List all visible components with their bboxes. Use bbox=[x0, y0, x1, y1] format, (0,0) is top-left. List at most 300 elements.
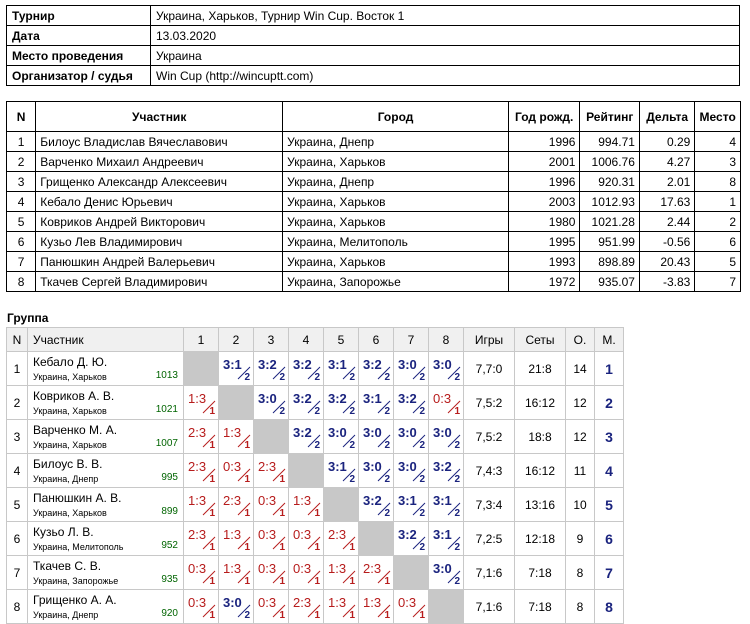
cell-city: Украина, Мелитополь bbox=[283, 232, 509, 252]
match-score: 1:3 bbox=[188, 493, 207, 508]
group-cell-place: 1 bbox=[595, 352, 624, 386]
cell-rating: 898.89 bbox=[580, 252, 639, 272]
info-key: Место проведения bbox=[7, 46, 151, 66]
match-score: 3:0 bbox=[398, 425, 417, 440]
group-cell-sets: 18:8 bbox=[515, 420, 566, 454]
match-points: 1 bbox=[209, 508, 215, 519]
match-result-cell bbox=[254, 488, 289, 522]
match-score: 3:0 bbox=[328, 425, 347, 440]
group-cross-table bbox=[6, 327, 624, 624]
match-points: 2 bbox=[454, 508, 460, 519]
group-cell-points: 12 bbox=[566, 420, 595, 454]
cell-city: Украина, Днепр bbox=[283, 132, 509, 152]
group-row bbox=[7, 522, 624, 556]
cell-delta: 20.43 bbox=[639, 252, 694, 272]
match-result-cell bbox=[324, 420, 359, 454]
match-result-cell bbox=[359, 352, 394, 386]
group-cell-sets: 7:18 bbox=[515, 556, 566, 590]
match-score: 3:2 bbox=[398, 391, 417, 406]
group-cell-player bbox=[28, 454, 184, 488]
cell-participant: Кузьо Лев Владимирович bbox=[36, 232, 283, 252]
cell-rating: 994.71 bbox=[580, 132, 639, 152]
match-points: 2 bbox=[454, 372, 460, 383]
match-result-cell bbox=[184, 590, 219, 624]
group-cell-sets: 16:12 bbox=[515, 386, 566, 420]
group-col-header: 1 bbox=[184, 328, 219, 352]
match-score: 0:3 bbox=[258, 561, 277, 576]
group-col-header: 6 bbox=[359, 328, 394, 352]
match-points: 2 bbox=[314, 440, 320, 451]
group-header-row bbox=[7, 328, 624, 352]
player-city: Украина, Харьков bbox=[33, 440, 107, 450]
participant-row bbox=[7, 252, 741, 272]
cell-city: Украина, Запорожье bbox=[283, 272, 509, 292]
group-cell-n: 6 bbox=[7, 522, 28, 556]
group-cell-points: 8 bbox=[566, 590, 595, 624]
match-score: 0:3 bbox=[258, 595, 277, 610]
match-result-cell bbox=[359, 454, 394, 488]
cell-rating: 920.31 bbox=[580, 172, 639, 192]
player-city: Украина, Харьков bbox=[33, 406, 107, 416]
group-cell-place: 3 bbox=[595, 420, 624, 454]
match-points: 2 bbox=[349, 474, 355, 485]
col-header-place: Место bbox=[695, 102, 741, 132]
match-score: 3:2 bbox=[293, 357, 312, 372]
match-result-cell bbox=[394, 420, 429, 454]
info-value: Украина, Харьков, Турнир Win Cup. Восток 1 bbox=[151, 6, 740, 26]
group-cell-sets: 16:12 bbox=[515, 454, 566, 488]
group-cell-n: 5 bbox=[7, 488, 28, 522]
cell-birth-year: 1993 bbox=[508, 252, 580, 272]
match-result-cell bbox=[219, 454, 254, 488]
match-points: 2 bbox=[419, 440, 425, 451]
match-score: 1:3 bbox=[223, 527, 242, 542]
cell-birth-year: 2001 bbox=[508, 152, 580, 172]
group-cell-player bbox=[28, 590, 184, 624]
group-cell-points: 10 bbox=[566, 488, 595, 522]
self-match-cell bbox=[429, 590, 464, 624]
match-points: 1 bbox=[279, 474, 285, 485]
player-name: Кузьо Л. В. bbox=[33, 525, 94, 539]
match-points: 2 bbox=[384, 372, 390, 383]
match-points: 2 bbox=[454, 474, 460, 485]
group-cell-sets: 13:16 bbox=[515, 488, 566, 522]
match-score: 3:0 bbox=[433, 357, 452, 372]
match-result-cell bbox=[289, 590, 324, 624]
group-cell-sets: 21:8 bbox=[515, 352, 566, 386]
match-points: 1 bbox=[454, 406, 460, 417]
col-header-birth-year: Год рожд. bbox=[508, 102, 580, 132]
match-score: 3:0 bbox=[258, 391, 277, 406]
match-score: 3:1 bbox=[223, 357, 242, 372]
cell-rating: 951.99 bbox=[580, 232, 639, 252]
match-score: 2:3 bbox=[293, 595, 312, 610]
match-result-cell bbox=[394, 386, 429, 420]
match-points: 2 bbox=[454, 440, 460, 451]
match-points: 1 bbox=[279, 576, 285, 587]
group-cell-place: 6 bbox=[595, 522, 624, 556]
match-score: 3:2 bbox=[398, 527, 417, 542]
cell-participant: Ткачев Сергей Владимирович bbox=[36, 272, 283, 292]
group-col-header: Участник bbox=[28, 328, 184, 352]
cell-rating: 1006.76 bbox=[580, 152, 639, 172]
match-result-cell bbox=[254, 522, 289, 556]
match-points: 2 bbox=[384, 508, 390, 519]
match-result-cell bbox=[289, 556, 324, 590]
match-score: 3:1 bbox=[363, 391, 382, 406]
match-result-cell bbox=[219, 420, 254, 454]
player-city: Украина, Харьков bbox=[33, 372, 107, 382]
cell-birth-year: 1972 bbox=[508, 272, 580, 292]
match-points: 2 bbox=[384, 474, 390, 485]
match-result-cell bbox=[359, 590, 394, 624]
match-points: 2 bbox=[384, 440, 390, 451]
col-header-n: N bbox=[7, 102, 36, 132]
match-score: 3:1 bbox=[398, 493, 417, 508]
group-cell-games: 7,3:4 bbox=[464, 488, 515, 522]
match-score: 0:3 bbox=[188, 561, 207, 576]
cell-rating: 1021.28 bbox=[580, 212, 639, 232]
info-row-date bbox=[7, 26, 740, 46]
match-points: 2 bbox=[419, 508, 425, 519]
match-points: 1 bbox=[279, 508, 285, 519]
participant-row bbox=[7, 152, 741, 172]
group-col-header: 4 bbox=[289, 328, 324, 352]
match-score: 0:3 bbox=[223, 459, 242, 474]
self-match-cell bbox=[394, 556, 429, 590]
match-score: 3:1 bbox=[433, 493, 452, 508]
group-row bbox=[7, 420, 624, 454]
match-points: 1 bbox=[279, 542, 285, 553]
match-points: 1 bbox=[209, 576, 215, 587]
player-rating: 899 bbox=[161, 506, 178, 517]
cell-delta: 17.63 bbox=[639, 192, 694, 212]
match-result-cell bbox=[429, 420, 464, 454]
group-col-header: N bbox=[7, 328, 28, 352]
match-score: 2:3 bbox=[363, 561, 382, 576]
match-result-cell bbox=[254, 454, 289, 488]
group-cell-n: 2 bbox=[7, 386, 28, 420]
match-result-cell bbox=[184, 386, 219, 420]
match-score: 1:3 bbox=[293, 493, 312, 508]
group-cell-games: 7,2:5 bbox=[464, 522, 515, 556]
info-key: Организатор / судья bbox=[7, 66, 151, 86]
match-points: 1 bbox=[209, 440, 215, 451]
player-rating: 1013 bbox=[155, 370, 178, 381]
match-score: 0:3 bbox=[258, 493, 277, 508]
group-cell-player bbox=[28, 488, 184, 522]
cell-delta: -0.56 bbox=[639, 232, 694, 252]
player-rating: 952 bbox=[161, 540, 178, 551]
match-score: 3:0 bbox=[398, 357, 417, 372]
match-points: 1 bbox=[244, 576, 250, 587]
self-match-cell bbox=[184, 352, 219, 386]
self-match-cell bbox=[254, 420, 289, 454]
cell-rating: 935.07 bbox=[580, 272, 639, 292]
player-name: Ковриков А. В. bbox=[33, 389, 115, 403]
match-result-cell bbox=[359, 420, 394, 454]
group-row bbox=[7, 488, 624, 522]
match-score: 0:3 bbox=[293, 527, 312, 542]
match-result-cell bbox=[324, 590, 359, 624]
match-score: 2:3 bbox=[188, 459, 207, 474]
match-score: 2:3 bbox=[223, 493, 242, 508]
cell-participant: Панюшкин Андрей Валерьевич bbox=[36, 252, 283, 272]
group-cell-games: 7,5:2 bbox=[464, 420, 515, 454]
player-city: Украина, Запорожье bbox=[33, 576, 119, 586]
match-points: 1 bbox=[209, 610, 215, 621]
match-score: 3:1 bbox=[433, 527, 452, 542]
match-points: 1 bbox=[349, 610, 355, 621]
match-score: 0:3 bbox=[293, 561, 312, 576]
match-score: 3:0 bbox=[363, 459, 382, 474]
self-match-cell bbox=[324, 488, 359, 522]
cell-place: 5 bbox=[695, 252, 741, 272]
player-rating: 1021 bbox=[155, 404, 178, 415]
match-points: 2 bbox=[279, 406, 285, 417]
player-name: Панюшкин А. В. bbox=[33, 491, 122, 505]
match-result-cell bbox=[219, 556, 254, 590]
player-name: Грищенко А. А. bbox=[33, 593, 117, 607]
match-result-cell bbox=[289, 522, 324, 556]
match-points: 2 bbox=[349, 372, 355, 383]
cell-delta: 2.44 bbox=[639, 212, 694, 232]
match-points: 1 bbox=[244, 474, 250, 485]
group-cell-n: 4 bbox=[7, 454, 28, 488]
match-score: 3:0 bbox=[398, 459, 417, 474]
participant-row bbox=[7, 172, 741, 192]
match-result-cell bbox=[359, 488, 394, 522]
match-score: 2:3 bbox=[188, 527, 207, 542]
match-score: 3:2 bbox=[363, 493, 382, 508]
match-score: 0:3 bbox=[398, 595, 417, 610]
group-row bbox=[7, 454, 624, 488]
cell-participant: Билоус Владислав Вячеславович bbox=[36, 132, 283, 152]
match-result-cell bbox=[324, 522, 359, 556]
match-result-cell bbox=[289, 352, 324, 386]
group-col-header: Игры bbox=[464, 328, 515, 352]
match-result-cell bbox=[359, 556, 394, 590]
group-col-header: 2 bbox=[219, 328, 254, 352]
info-row-organizer bbox=[7, 66, 740, 86]
match-result-cell bbox=[429, 556, 464, 590]
match-score: 1:3 bbox=[223, 561, 242, 576]
cell-birth-year: 1996 bbox=[508, 172, 580, 192]
cell-birth-year: 1996 bbox=[508, 132, 580, 152]
match-result-cell bbox=[394, 454, 429, 488]
match-points: 2 bbox=[384, 406, 390, 417]
match-result-cell bbox=[184, 522, 219, 556]
group-cell-games: 7,4:3 bbox=[464, 454, 515, 488]
group-cell-n: 1 bbox=[7, 352, 28, 386]
match-result-cell bbox=[219, 352, 254, 386]
match-score: 3:2 bbox=[293, 425, 312, 440]
match-score: 0:3 bbox=[258, 527, 277, 542]
group-col-header: 3 bbox=[254, 328, 289, 352]
match-points: 1 bbox=[419, 610, 425, 621]
group-col-header: О. bbox=[566, 328, 595, 352]
player-name: Билоус В. В. bbox=[33, 457, 103, 471]
match-score: 1:3 bbox=[328, 595, 347, 610]
cell-delta: -3.83 bbox=[639, 272, 694, 292]
participant-row bbox=[7, 132, 741, 152]
player-name: Варченко М. А. bbox=[33, 423, 118, 437]
cell-place: 6 bbox=[695, 232, 741, 252]
group-col-header: Сеты bbox=[515, 328, 566, 352]
match-result-cell bbox=[394, 590, 429, 624]
group-cell-points: 14 bbox=[566, 352, 595, 386]
cell-n: 6 bbox=[7, 232, 36, 252]
group-cell-points: 11 bbox=[566, 454, 595, 488]
col-header-rating: Рейтинг bbox=[580, 102, 639, 132]
cell-participant: Варченко Михаил Андреевич bbox=[36, 152, 283, 172]
match-score: 3:2 bbox=[258, 357, 277, 372]
participant-row bbox=[7, 272, 741, 292]
match-result-cell bbox=[429, 522, 464, 556]
group-row bbox=[7, 386, 624, 420]
cell-city: Украина, Харьков bbox=[283, 252, 509, 272]
match-score: 1:3 bbox=[328, 561, 347, 576]
cell-place: 3 bbox=[695, 152, 741, 172]
match-result-cell bbox=[254, 352, 289, 386]
cell-place: 7 bbox=[695, 272, 741, 292]
match-points: 2 bbox=[279, 372, 285, 383]
group-cell-player bbox=[28, 420, 184, 454]
match-points: 2 bbox=[244, 372, 250, 383]
group-cell-player bbox=[28, 352, 184, 386]
cell-place: 2 bbox=[695, 212, 741, 232]
match-points: 1 bbox=[384, 576, 390, 587]
col-header-delta: Дельта bbox=[639, 102, 694, 132]
match-result-cell bbox=[184, 454, 219, 488]
match-result-cell bbox=[289, 488, 324, 522]
group-cell-place: 8 bbox=[595, 590, 624, 624]
match-score: 3:2 bbox=[433, 459, 452, 474]
info-value: 13.03.2020 bbox=[151, 26, 740, 46]
participants-table bbox=[6, 101, 741, 292]
group-cell-n: 7 bbox=[7, 556, 28, 590]
match-result-cell bbox=[429, 386, 464, 420]
self-match-cell bbox=[219, 386, 254, 420]
group-cell-player bbox=[28, 556, 184, 590]
cell-participant: Ковриков Андрей Викторович bbox=[36, 212, 283, 232]
group-title: Группа bbox=[7, 311, 49, 325]
match-result-cell bbox=[324, 352, 359, 386]
match-score: 3:1 bbox=[328, 459, 347, 474]
match-score: 0:3 bbox=[188, 595, 207, 610]
match-result-cell bbox=[289, 386, 324, 420]
group-col-header: 8 bbox=[429, 328, 464, 352]
group-row bbox=[7, 556, 624, 590]
match-points: 1 bbox=[209, 406, 215, 417]
match-result-cell bbox=[289, 420, 324, 454]
player-city: Украина, Днепр bbox=[33, 610, 99, 620]
player-rating: 920 bbox=[161, 608, 178, 619]
cell-delta: 4.27 bbox=[639, 152, 694, 172]
match-result-cell bbox=[324, 556, 359, 590]
cell-n: 5 bbox=[7, 212, 36, 232]
match-points: 1 bbox=[384, 610, 390, 621]
player-city: Украина, Днепр bbox=[33, 474, 99, 484]
cell-delta: 0.29 bbox=[639, 132, 694, 152]
cell-n: 2 bbox=[7, 152, 36, 172]
group-row bbox=[7, 352, 624, 386]
participants-header-row bbox=[7, 102, 741, 132]
group-col-header: 7 bbox=[394, 328, 429, 352]
match-result-cell bbox=[219, 522, 254, 556]
cell-rating: 1012.93 bbox=[580, 192, 639, 212]
cell-birth-year: 1980 bbox=[508, 212, 580, 232]
self-match-cell bbox=[359, 522, 394, 556]
player-city: Украина, Мелитополь bbox=[33, 542, 124, 552]
cell-n: 7 bbox=[7, 252, 36, 272]
match-points: 2 bbox=[419, 542, 425, 553]
info-key: Дата bbox=[7, 26, 151, 46]
cell-n: 4 bbox=[7, 192, 36, 212]
match-points: 2 bbox=[314, 406, 320, 417]
match-score: 3:2 bbox=[328, 391, 347, 406]
match-points: 2 bbox=[454, 576, 460, 587]
cell-delta: 2.01 bbox=[639, 172, 694, 192]
cell-city: Украина, Днепр bbox=[283, 172, 509, 192]
info-value: Украина bbox=[151, 46, 740, 66]
match-result-cell bbox=[219, 488, 254, 522]
match-score: 1:3 bbox=[363, 595, 382, 610]
match-result-cell bbox=[394, 488, 429, 522]
match-points: 2 bbox=[454, 542, 460, 553]
match-points: 2 bbox=[314, 372, 320, 383]
group-cell-player bbox=[28, 386, 184, 420]
group-cell-sets: 7:18 bbox=[515, 590, 566, 624]
info-row-tournament bbox=[7, 6, 740, 26]
match-score: 2:3 bbox=[328, 527, 347, 542]
group-cell-sets: 12:18 bbox=[515, 522, 566, 556]
group-cell-games: 7,1:6 bbox=[464, 590, 515, 624]
match-points: 1 bbox=[209, 474, 215, 485]
group-row bbox=[7, 590, 624, 624]
match-points: 1 bbox=[279, 610, 285, 621]
player-rating: 1007 bbox=[155, 438, 178, 449]
cell-place: 8 bbox=[695, 172, 741, 192]
group-cell-n: 8 bbox=[7, 590, 28, 624]
match-result-cell bbox=[324, 386, 359, 420]
match-points: 1 bbox=[244, 440, 250, 451]
match-points: 1 bbox=[244, 508, 250, 519]
participant-row bbox=[7, 232, 741, 252]
match-score: 1:3 bbox=[223, 425, 242, 440]
group-cell-place: 4 bbox=[595, 454, 624, 488]
match-score: 3:0 bbox=[433, 425, 452, 440]
info-key: Турнир bbox=[7, 6, 151, 26]
match-score: 3:0 bbox=[433, 561, 452, 576]
participant-row bbox=[7, 212, 741, 232]
match-points: 2 bbox=[349, 440, 355, 451]
match-points: 2 bbox=[419, 474, 425, 485]
match-score: 0:3 bbox=[433, 391, 452, 406]
cell-n: 3 bbox=[7, 172, 36, 192]
match-points: 1 bbox=[314, 610, 320, 621]
match-result-cell bbox=[394, 522, 429, 556]
match-points: 2 bbox=[419, 406, 425, 417]
match-result-cell bbox=[219, 590, 254, 624]
player-city: Украина, Харьков bbox=[33, 508, 107, 518]
player-rating: 995 bbox=[161, 472, 178, 483]
match-points: 1 bbox=[349, 576, 355, 587]
cell-n: 8 bbox=[7, 272, 36, 292]
group-cell-games: 7,1:6 bbox=[464, 556, 515, 590]
match-result-cell bbox=[184, 488, 219, 522]
info-value: Win Cup (http://wincuptt.com) bbox=[151, 66, 740, 86]
